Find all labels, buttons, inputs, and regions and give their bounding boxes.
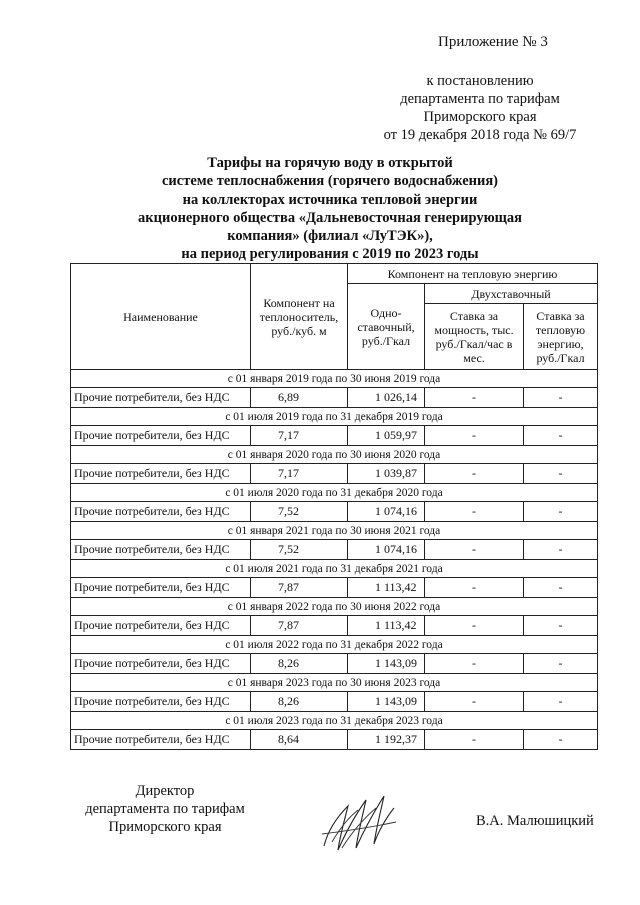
table-row bbox=[71, 692, 598, 712]
header-capacity-rate: Ставка за мощность, тыс. руб./Гкал/час в мес. bbox=[425, 304, 524, 370]
carrier-cell: 7,87 bbox=[251, 616, 348, 636]
capacity-rate-cell: - bbox=[425, 502, 524, 522]
title-line: Тарифы на горячую воду в открытой bbox=[207, 155, 453, 171]
period-label: с 01 января 2021 года по 30 июня 2021 года bbox=[71, 522, 598, 540]
header-name: Наименование bbox=[71, 264, 251, 370]
period-row bbox=[71, 370, 598, 388]
period-row bbox=[71, 484, 598, 502]
title-line: компания» (филиал «ЛуТЭК»), bbox=[227, 228, 433, 245]
consumer-cell: Прочие потребители, без НДС bbox=[71, 464, 251, 484]
energy-rate-cell: - bbox=[524, 540, 598, 560]
table-row bbox=[71, 616, 598, 636]
period-row bbox=[71, 636, 598, 654]
decree-line: к постановлению bbox=[426, 73, 534, 89]
signatory-line: департамента по тарифам bbox=[85, 801, 245, 817]
energy-rate-cell: - bbox=[524, 426, 598, 446]
capacity-rate-cell: - bbox=[425, 464, 524, 484]
consumer-cell: Прочие потребители, без НДС bbox=[71, 578, 251, 598]
single-rate-cell: 1 113,42 bbox=[348, 578, 425, 598]
period-label: с 01 июля 2020 года по 31 декабря 2020 года bbox=[71, 484, 598, 502]
single-rate-cell: 1 074,16 bbox=[348, 540, 425, 560]
capacity-rate-cell: - bbox=[425, 540, 524, 560]
energy-rate-cell: - bbox=[524, 616, 598, 636]
table-row bbox=[71, 730, 598, 750]
signatory-line: Директор bbox=[135, 783, 195, 799]
consumer-cell: Прочие потребители, без НДС bbox=[71, 502, 251, 522]
capacity-rate-cell: - bbox=[425, 426, 524, 446]
period-row bbox=[71, 598, 598, 616]
table-row bbox=[71, 578, 598, 598]
carrier-cell: 7,17 bbox=[251, 464, 348, 484]
consumer-cell: Прочие потребители, без НДС bbox=[71, 654, 251, 674]
period-label: с 01 января 2019 года по 30 июня 2019 года bbox=[71, 370, 598, 388]
header-two-rate: Двухставочный bbox=[425, 284, 598, 304]
table-row bbox=[71, 540, 598, 560]
header-energy-component: Компонент на тепловую энергию bbox=[348, 264, 598, 284]
carrier-cell: 8,64 bbox=[251, 730, 348, 750]
carrier-cell: 6,89 bbox=[251, 388, 348, 408]
decree-line: Приморского края bbox=[423, 109, 537, 125]
period-row bbox=[71, 408, 598, 426]
signatory-name: В.А. Малюшицкий bbox=[476, 813, 594, 829]
table-row bbox=[71, 654, 598, 674]
energy-rate-cell: - bbox=[524, 654, 598, 674]
capacity-rate-cell: - bbox=[425, 692, 524, 712]
single-rate-cell: 1 039,87 bbox=[348, 464, 425, 484]
header-energy-rate: Ставка за тепловую энергию, руб./Гкал bbox=[524, 304, 598, 370]
period-label: с 01 июля 2021 года по 31 декабря 2021 года bbox=[71, 560, 598, 578]
capacity-rate-cell: - bbox=[425, 578, 524, 598]
period-row bbox=[71, 674, 598, 692]
document-title bbox=[60, 154, 600, 264]
energy-rate-cell: - bbox=[524, 730, 598, 750]
title-line: системе теплоснабжения (горячего водоснабжения) bbox=[161, 173, 499, 190]
decree-line: департамента по тарифам bbox=[400, 91, 560, 107]
carrier-cell: 7,17 bbox=[251, 426, 348, 446]
carrier-cell: 7,87 bbox=[251, 578, 348, 598]
single-rate-cell: 1 074,16 bbox=[348, 502, 425, 522]
consumer-cell: Прочие потребители, без НДС bbox=[71, 540, 251, 560]
period-row bbox=[71, 560, 598, 578]
energy-rate-cell: - bbox=[524, 388, 598, 408]
annex-label: Приложение № 3 bbox=[438, 34, 548, 50]
period-label: с 01 июля 2022 года по 31 декабря 2022 года bbox=[71, 636, 598, 654]
carrier-cell: 7,52 bbox=[251, 502, 348, 522]
single-rate-cell: 1 113,42 bbox=[348, 616, 425, 636]
tariff-body bbox=[71, 370, 598, 750]
consumer-cell: Прочие потребители, без НДС bbox=[71, 616, 251, 636]
title-line: на период регулирования с 2019 по 2023 годы bbox=[181, 246, 479, 263]
capacity-rate-cell: - bbox=[425, 616, 524, 636]
tariff-table bbox=[70, 263, 598, 750]
single-rate-cell: 1 143,09 bbox=[348, 692, 425, 712]
header-carrier: Компонент на теплоноситель, руб./куб. м bbox=[251, 264, 348, 370]
period-label: с 01 июля 2019 года по 31 декабря 2019 года bbox=[71, 408, 598, 426]
single-rate-cell: 1 026,14 bbox=[348, 388, 425, 408]
consumer-cell: Прочие потребители, без НДС bbox=[71, 730, 251, 750]
consumer-cell: Прочие потребители, без НДС bbox=[71, 692, 251, 712]
period-label: с 01 января 2022 года по 30 июня 2022 года bbox=[71, 598, 598, 616]
title-line: на коллекторах источника тепловой энергии bbox=[182, 191, 478, 208]
capacity-rate-cell: - bbox=[425, 388, 524, 408]
title-line: акционерного общества «Дальневосточная генерирующая bbox=[138, 209, 522, 226]
carrier-cell: 8,26 bbox=[251, 654, 348, 674]
consumer-cell: Прочие потребители, без НДС bbox=[71, 388, 251, 408]
single-rate-cell: 1 143,09 bbox=[348, 654, 425, 674]
period-label: с 01 января 2020 года по 30 июня 2020 года bbox=[71, 446, 598, 464]
header-single-rate: Одно-ставочный, руб./Гкал bbox=[348, 284, 425, 370]
energy-rate-cell: - bbox=[524, 464, 598, 484]
period-row bbox=[71, 522, 598, 540]
decree-line: от 19 декабря 2018 года № 69/7 bbox=[383, 127, 577, 143]
capacity-rate-cell: - bbox=[425, 654, 524, 674]
period-label: с 01 января 2023 года по 30 июня 2023 года bbox=[71, 674, 598, 692]
single-rate-cell: 1 059,97 bbox=[348, 426, 425, 446]
table-row bbox=[71, 502, 598, 522]
period-row bbox=[71, 712, 598, 730]
energy-rate-cell: - bbox=[524, 692, 598, 712]
table-row bbox=[71, 464, 598, 484]
period-row bbox=[71, 446, 598, 464]
energy-rate-cell: - bbox=[524, 578, 598, 598]
signatory-title bbox=[70, 782, 260, 836]
energy-rate-cell: - bbox=[524, 502, 598, 522]
decree-reference bbox=[360, 72, 600, 144]
carrier-cell: 8,26 bbox=[251, 692, 348, 712]
handwritten-signature bbox=[318, 788, 398, 863]
single-rate-cell: 1 192,37 bbox=[348, 730, 425, 750]
signatory-line: Приморского края bbox=[108, 819, 222, 835]
table-row bbox=[71, 388, 598, 408]
capacity-rate-cell: - bbox=[425, 730, 524, 750]
period-label: с 01 июля 2023 года по 31 декабря 2023 года bbox=[71, 712, 598, 730]
consumer-cell: Прочие потребители, без НДС bbox=[71, 426, 251, 446]
carrier-cell: 7,52 bbox=[251, 540, 348, 560]
table-row bbox=[71, 426, 598, 446]
